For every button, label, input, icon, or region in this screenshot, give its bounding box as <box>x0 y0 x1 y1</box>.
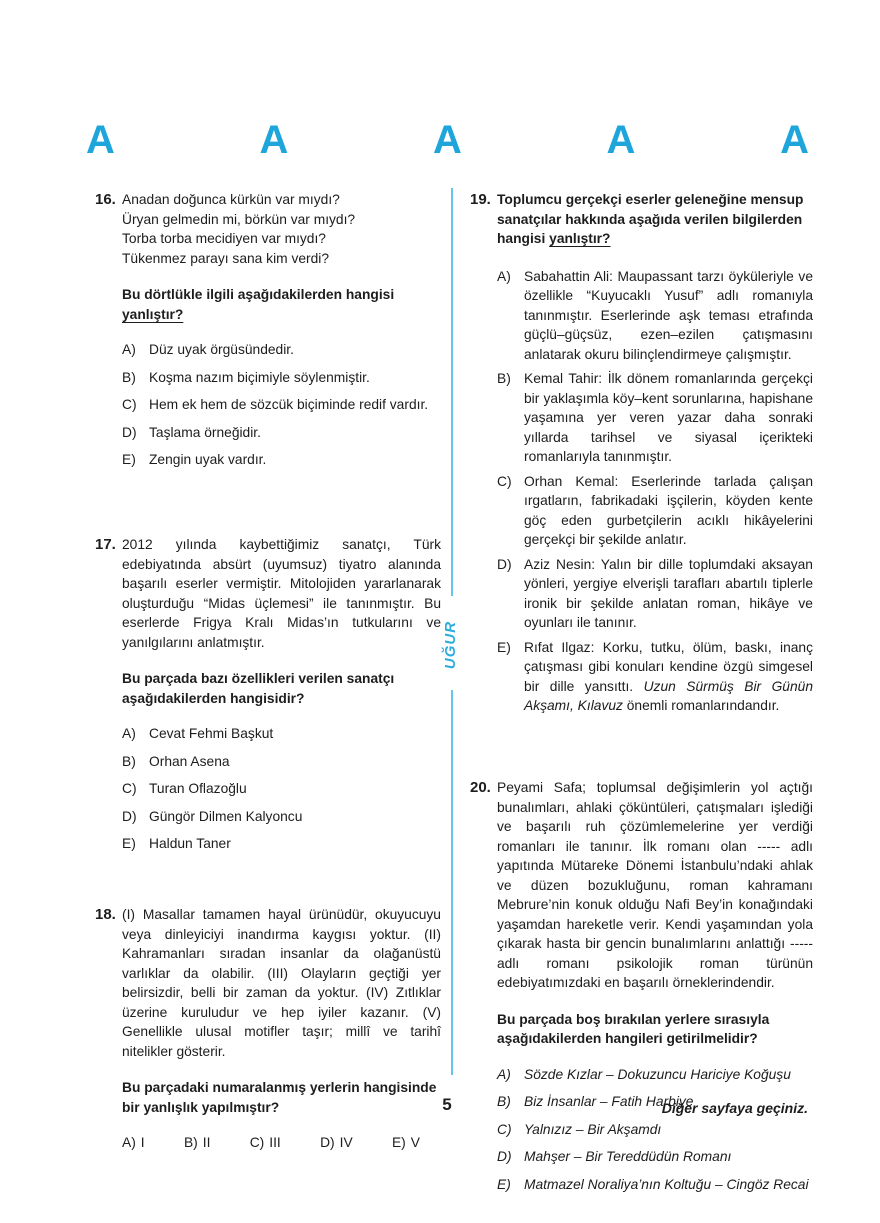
question-stem: Bu parçada bazı özellikleri verilen sanatçı aşağıdakilerden hangisidir? <box>122 671 395 706</box>
option-label: B) <box>122 753 136 769</box>
question-18 <box>95 905 441 1153</box>
option-label: A) <box>497 268 511 284</box>
book-titles-italic: Uzun Sürmüş Bir Günün Akşamı, Kılavuz <box>524 678 813 713</box>
option-e <box>392 1133 420 1153</box>
option-label: D) <box>320 1135 335 1150</box>
poem-line: Tükenmez parayı sana kim verdi? <box>122 250 330 266</box>
option-label: D) <box>497 1149 512 1164</box>
question-number: 20. <box>470 779 491 796</box>
option-text: II <box>202 1135 211 1150</box>
option-b <box>184 1133 210 1153</box>
option-a <box>497 267 813 365</box>
option-b <box>497 369 813 467</box>
poem <box>122 190 437 268</box>
column-divider-bottom <box>451 690 453 1075</box>
option-label: A) <box>122 726 136 741</box>
option-c <box>122 395 437 415</box>
option-text: Mahşer – Bir Tereddüdün Romanı <box>524 1149 732 1164</box>
option-label: E) <box>122 836 136 851</box>
option-a <box>122 1133 145 1153</box>
option-text: Cevat Fehmi Başkut <box>149 726 274 741</box>
poem-line: Anadan doğunca kürkün var mıydı? <box>122 192 340 207</box>
option-text: Yalnızız – Bir Akşamdı <box>524 1121 662 1137</box>
option-label: B) <box>497 1094 511 1109</box>
option-b <box>122 752 441 772</box>
option-text: Haldun Taner <box>149 836 231 851</box>
option-label: B) <box>183 1135 198 1150</box>
option-c <box>497 472 813 550</box>
booklet-letter: A <box>606 118 635 162</box>
option-label: D) <box>122 808 137 824</box>
question-number: 17. <box>95 536 116 553</box>
question-paragraph: 2012 yılında kaybettiğimiz sanatçı, Türk edebiyatında absürt (uyumsuz) tiyatro alanında başarılı eserler vermiştir. Mitolojiden yararlanarak oluşturduğu “Midas üçlemesi” ile tanınmıştır. Bu eserlerde Frigya Kralı Midas’ın tutkularını ve yanılgılarını anlatmıştır. <box>122 537 441 650</box>
option-e <box>122 450 437 470</box>
booklet-letter: A <box>259 118 288 162</box>
option-label: E) <box>391 1135 406 1150</box>
option-a <box>122 340 437 360</box>
option-e <box>122 834 441 854</box>
option-a <box>122 724 441 744</box>
option-label: A) <box>122 1135 136 1150</box>
option-c <box>250 1133 281 1153</box>
option-text: I <box>140 1135 145 1150</box>
option-text: Orhan Kemal: Eserlerinde tarlada çalışan ırgatların, fabrikadaki işçilerin, köyden kente göç eden gurbetçilerin acıklı hikâyelerini gerçekçi bir şekilde anlatır. <box>524 473 813 547</box>
option-text: Matmazel Noraliya’nın Koltuğu – Cingöz Recai <box>524 1176 809 1192</box>
booklet-letter: A <box>86 118 114 162</box>
poem-line: Torba torba mecidiyen var mıydı? <box>122 231 326 246</box>
option-d <box>320 1133 353 1153</box>
question-number: 19. <box>470 191 491 208</box>
footer-instruction: Diğer sayfaya geçiniz. <box>661 1100 808 1116</box>
question-19 <box>470 190 813 721</box>
question-number: 16. <box>95 191 116 208</box>
option-label: C) <box>497 473 512 489</box>
option-label: B) <box>497 371 511 386</box>
option-d <box>122 807 441 827</box>
underlined-word: yanlıştır? <box>549 231 611 246</box>
options-row <box>122 1133 420 1153</box>
option-text: Hem ek hem de sözcük biçiminde redif vardır. <box>149 397 429 412</box>
options-list <box>497 1065 813 1195</box>
poem-line: Üryan gelmedin mi, börkün var mıydı? <box>122 211 356 227</box>
option-d <box>122 423 437 443</box>
options-list <box>497 267 813 716</box>
option-text: Orhan Asena <box>149 753 230 769</box>
option-label: A) <box>497 1066 511 1082</box>
option-label: E) <box>497 1176 511 1192</box>
option-label: C) <box>249 1135 265 1150</box>
option-text: Aziz Nesin: Yalın bir dille toplumdaki aksayan yönleri, yergiye elverişli tarafları abartılı tiplerle ironik bir şekilde anlatan roman, hikâye ve oyunları ile tanınır. <box>524 556 813 630</box>
options-list <box>122 340 437 470</box>
page-number: 5 <box>442 1095 452 1114</box>
option-e <box>497 638 813 716</box>
option-text: Koşma nazım biçimiyle söylenmiştir. <box>149 369 370 385</box>
option-label: C) <box>497 1121 512 1137</box>
booklet-letter: A <box>780 118 808 162</box>
option-c <box>122 779 441 799</box>
booklet-letter-row <box>86 118 808 162</box>
question-20 <box>470 778 813 1202</box>
option-label: A) <box>122 342 136 357</box>
option-c <box>497 1120 813 1140</box>
question-paragraph: (I) Masallar tamamen hayal ürünüdür, okuyucuyu veya dinleyiciyi inandırma kaygısı yoktur. (II) Kahramanları sıradan insanlar da olağanüstü varlıklar da olabilir. (III) Olayların geçtiği yer belirsizdir, belli bir zaman da yoktur. (IV) Zıtlıklar üzerine kuruludur ve hep iyiler kazanır. (V) Genellikle ulusal motifler taşır; millî ve tarihî nitelikler gösterir. <box>122 907 441 1059</box>
option-text: Kemal Tahir: İlk dönem romanlarında gerçekçi bir yaklaşımla köy–kent sorunlarına, hapishane yaşamına yer veren yazar daha sonraki yıllarda tarihsel ve siyasal içerikteki romanlarıyla tanınmıştır. <box>524 371 813 464</box>
question-17 <box>95 535 441 862</box>
option-text: Sabahattin Ali: Maupassant tarzı öyküleriyle ve özellikle “Kuyucaklı Yusuf” adlı romanıyla tanınmıştır. Eserlerinde aşk teması etrafında güçlü–güçsüz, ezen–ezilen çatışmasını anlatarak okuru bilinçlendirmeye çalışmıştır. <box>524 268 813 362</box>
underlined-word: yanlıştır? <box>122 306 184 322</box>
question-paragraph: Peyami Safa; toplumsal değişimlerin yol açtığı bunalımları, ahlaki çöküntüleri, çatışmaları işlediği ve başarılı ruh çözümlemelerine yer verdiği romanları ile tanınır. İlk romanı olan ----- adlı yapıtında Mütareke Dönemi İstanbulu’ndaki ahlak ve düzen bozukluğunu, roman kahramanı Mebrure’nin konuk olduğu Nafi Bey’in konağındaki yaşamdan hareketle verir. Kendi yaşamından yola çıkarak hasta bir gencin bunalımlarını anlattığı ----- adlı romanı psikolojik roman türünün edebiyatımızdaki en başarılı örneklerindendir. <box>497 780 813 990</box>
option-label: E) <box>122 452 136 467</box>
option-text: V <box>410 1135 420 1150</box>
option-text: Zengin uyak vardır. <box>149 452 267 467</box>
booklet-letter: A <box>433 118 461 162</box>
question-stem: Bu dörtlükle ilgili aşağıdakilerden hangisi yanlıştır? <box>122 287 395 322</box>
option-e <box>497 1175 813 1195</box>
option-text: Turan Oflazoğlu <box>149 781 247 796</box>
option-d <box>497 555 813 633</box>
option-d <box>497 1147 813 1167</box>
option-label: E) <box>497 639 511 655</box>
option-text: IV <box>339 1135 353 1150</box>
options-list <box>122 724 441 854</box>
option-text: Sözde Kızlar – Dokuzuncu Hariciye Koğuşu <box>524 1066 791 1082</box>
question-16 <box>95 190 437 478</box>
question-stem: Bu parçadaki numaralanmış yerlerin hangisinde bir yanlışlık yapılmıştır? <box>122 1080 437 1115</box>
column-divider-top <box>451 188 453 596</box>
option-a <box>497 1065 813 1085</box>
question-stem: Bu parçada boş bırakılan yerlere sırasıyla aşağıdakilerden hangileri getirilmelidir? <box>497 1011 770 1046</box>
option-label: D) <box>497 556 512 572</box>
option-text: Düz uyak örgüsündedir. <box>149 342 294 357</box>
question-number: 18. <box>95 906 116 923</box>
option-text: Güngör Dilmen Kalyoncu <box>149 808 303 824</box>
option-text: Taşlama örneğidir. <box>149 424 261 440</box>
option-label: D) <box>122 424 137 440</box>
option-label: B) <box>122 369 136 385</box>
option-b <box>122 368 437 388</box>
question-stem: Toplumcu gerçekçi eserler geleneğine mensup sanatçılar hakkında aşağıda verilen bilgilerden hangisi yanlıştır? <box>497 192 804 246</box>
option-text: III <box>269 1135 281 1150</box>
option-text: Biz İnsanlar – Fatih Harbiye <box>524 1094 694 1109</box>
option-text: Rıfat Ilgaz: Korku, tutku, ölüm, baskı, inanç çatışması gibi konuları kendine özgü simgesel bir dille yansıttı. Uzun Sürmüş Bir Günün Akşamı, Kılavuz önemli romanlarındandır. <box>524 639 813 713</box>
option-label: C) <box>122 781 137 796</box>
publisher-watermark: UĞUR <box>442 620 459 670</box>
option-label: C) <box>122 397 137 412</box>
